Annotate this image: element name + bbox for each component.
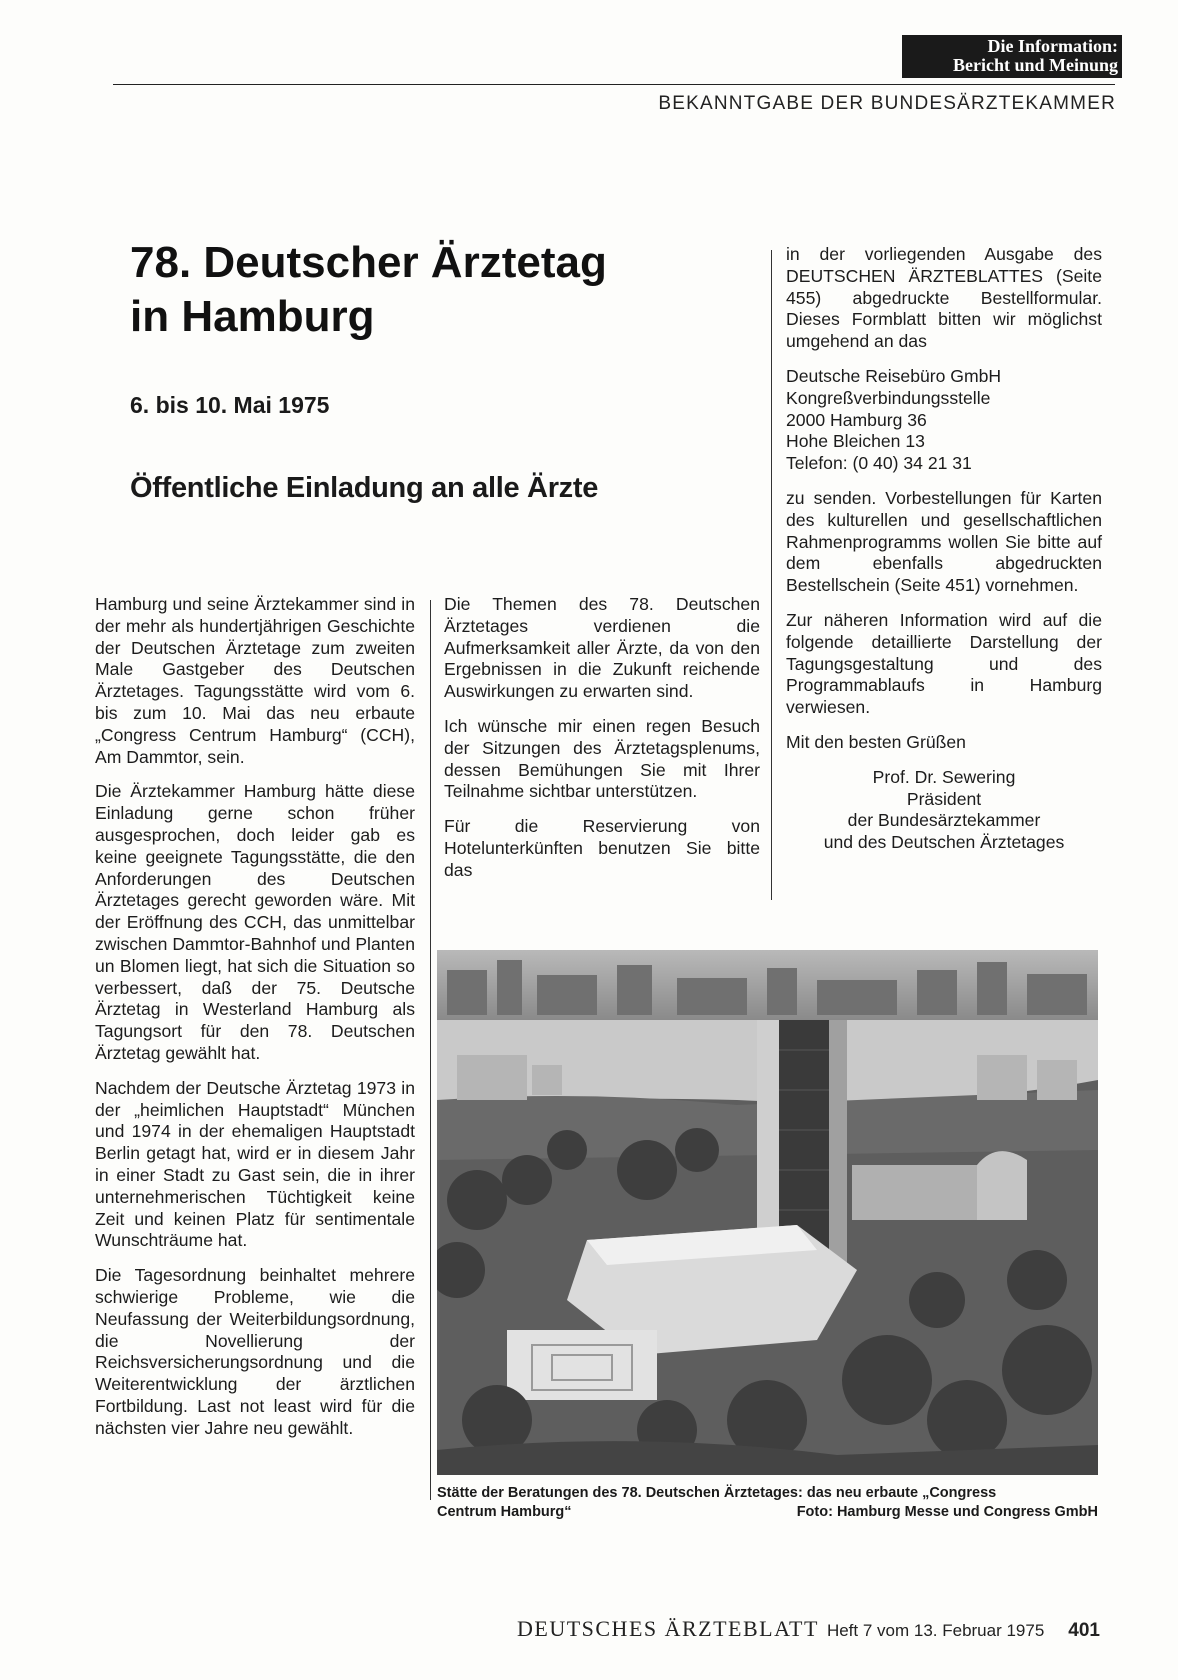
- article-subtitle: Öffentliche Einladung an alle Ärzte: [130, 472, 599, 504]
- column-1: [95, 594, 415, 1452]
- paragraph: Nachdem der Deutsche Ärztetag 1973 in der „heimlichen Hauptstadt“ München und 1974 in der ehemaligen Hauptstadt Berlin getagt hat, wird er in diesem Jahr in einer Stadt zu Gast sein, die in ihrer unternehmerischen Tüchtigkeit keine Zeit und keinen Platz für sentimentale Wunschträume hat.: [95, 1077, 415, 1251]
- paragraph: Hamburg und seine Ärztekammer sind in der mehr als hundertjährigen Geschichte der Deutschen Ärztetage zum zweiten Male Gastgeber des Deutschen Ärztetages. Tagungsstätte wird vom 6. bis zum 10. Mai das neu erbaute „Congress Centrum Hamburg“ (CCH), Am Dammtor, sein.: [95, 594, 415, 767]
- event-dates: 6. bis 10. Mai 1975: [130, 392, 330, 418]
- section-tag: [902, 35, 1122, 78]
- section-label: BEKANNTGABE DER BUNDESÄRZTEKAMMER: [658, 93, 1116, 114]
- paragraph: zu senden. Vorbestellungen für Karten des kulturellen und gesellschaftlichen Rahmenprogramms wollen Sie bitte auf dem ebenfalls abgedruckten Bestellschein (Seite 451) vornehmen.: [786, 487, 1102, 596]
- address-line: 2000 Hamburg 36: [786, 409, 927, 430]
- signature-line: Präsident: [906, 788, 982, 809]
- paragraph: in der vorliegenden Ausgabe des DEUTSCHEN ÄRZTEBLATTES (Seite 455) abgedruckte Bestellformular. Dieses Formblatt bitten wir möglichst umgehend an das: [786, 244, 1102, 352]
- photo-illustration: [437, 950, 1098, 1475]
- column-divider: [771, 250, 772, 900]
- page-footer: [468, 1616, 1100, 1642]
- address-line: Deutsche Reisebüro GmbH: [786, 365, 1002, 386]
- signature-line: und des Deutschen Ärztetages: [823, 832, 1065, 853]
- column-divider: [430, 600, 431, 1500]
- caption-line2: [437, 1503, 1098, 1522]
- aerial-photo: [437, 950, 1098, 1475]
- signature-line: Prof. Dr. Sewering: [872, 766, 1016, 787]
- paragraph: Für die Reservierung von Hotelunterkünften benutzen Sie bitte das: [444, 816, 760, 880]
- masthead: DEUTSCHES ÄRZTEBLATT: [517, 1616, 819, 1641]
- header-rule: [113, 84, 1115, 85]
- caption-line2-text: Centrum Hamburg“: [437, 1504, 572, 1520]
- paragraph: Zur näheren Information wird auf die folgende detaillierte Darstellung der Tagungsgestaltung und des Programmablaufs in Hamburg verwiesen.: [786, 609, 1102, 718]
- address-line: Hohe Bleichen 13: [786, 431, 925, 452]
- paragraph: Die Themen des 78. Deutschen Ärztetages verdienen die Aufmerksamkeit aller Ärzte, da von den Ergebnissen in die Zukunft reichende Auswirkungen zu erwarten sind.: [444, 594, 760, 702]
- address-line: Telefon: (0 40) 34 21 31: [786, 453, 972, 474]
- section-tag-line2: Bericht und Meinung: [952, 55, 1118, 75]
- photo-caption: [437, 1484, 1098, 1522]
- caption-line1: Stätte der Beratungen des 78. Deutschen Ärztetages: das neu erbaute „Congress: [437, 1485, 997, 1501]
- paragraph: Die Ärztekammer Hamburg hätte diese Einladung gerne schon früher ausgesprochen, doch leider gab es keine geeignete Tagungsstätte, die den Anforderungen des Deutschen Ärztetages gerecht geworden wäre. Mit der Eröffnung des CCH, das unmittelbar zwischen Dammtor-Bahnhof und Planten un Blomen liegt, hat sich die Situation so verbessert, daß der 75. Deutsche Ärztetag in Westerland Hamburg als Tagungsort für den 78. Deutschen Ärztetag gewählt hat.: [95, 781, 415, 1063]
- column-3: [786, 244, 1102, 867]
- address-line: Kongreßverbindungsstelle: [786, 387, 991, 408]
- paragraph: Ich wünsche mir einen regen Besuch der Sitzungen des Ärztetagsplenums, dessen Bemühungen Sie mit Ihrer Teilnahme sichtbar unterstützen.: [444, 715, 760, 802]
- page-number: 401: [1068, 1620, 1100, 1641]
- address-block: [786, 366, 1102, 475]
- issue-info: Heft 7 vom 13. Februar 1975: [826, 1621, 1045, 1640]
- greeting: Mit den besten Grüßen: [786, 731, 966, 752]
- title-line2: in Hamburg: [130, 292, 375, 341]
- signature-block: [786, 767, 1102, 854]
- paragraph: Die Tagesordnung beinhaltet mehrere schwierige Probleme, wie die Neufassung der Weiterbildungsordnung, die Novellierung der Reichsversicherungsordnung und die Weiterentwicklung der ärztlichen Fortbildung. Last not least wird für die nächsten vier Jahre neu gewählt.: [95, 1265, 415, 1438]
- photo-credit: Foto: Hamburg Messe und Congress GmbH: [796, 1504, 1098, 1520]
- title-line1: 78. Deutscher Ärztetag: [130, 238, 607, 287]
- column-2: [444, 594, 760, 895]
- section-tag-line1: Die Information:: [987, 36, 1118, 56]
- signature-line: der Bundesärztekammer: [847, 810, 1041, 831]
- article-title: [130, 236, 650, 344]
